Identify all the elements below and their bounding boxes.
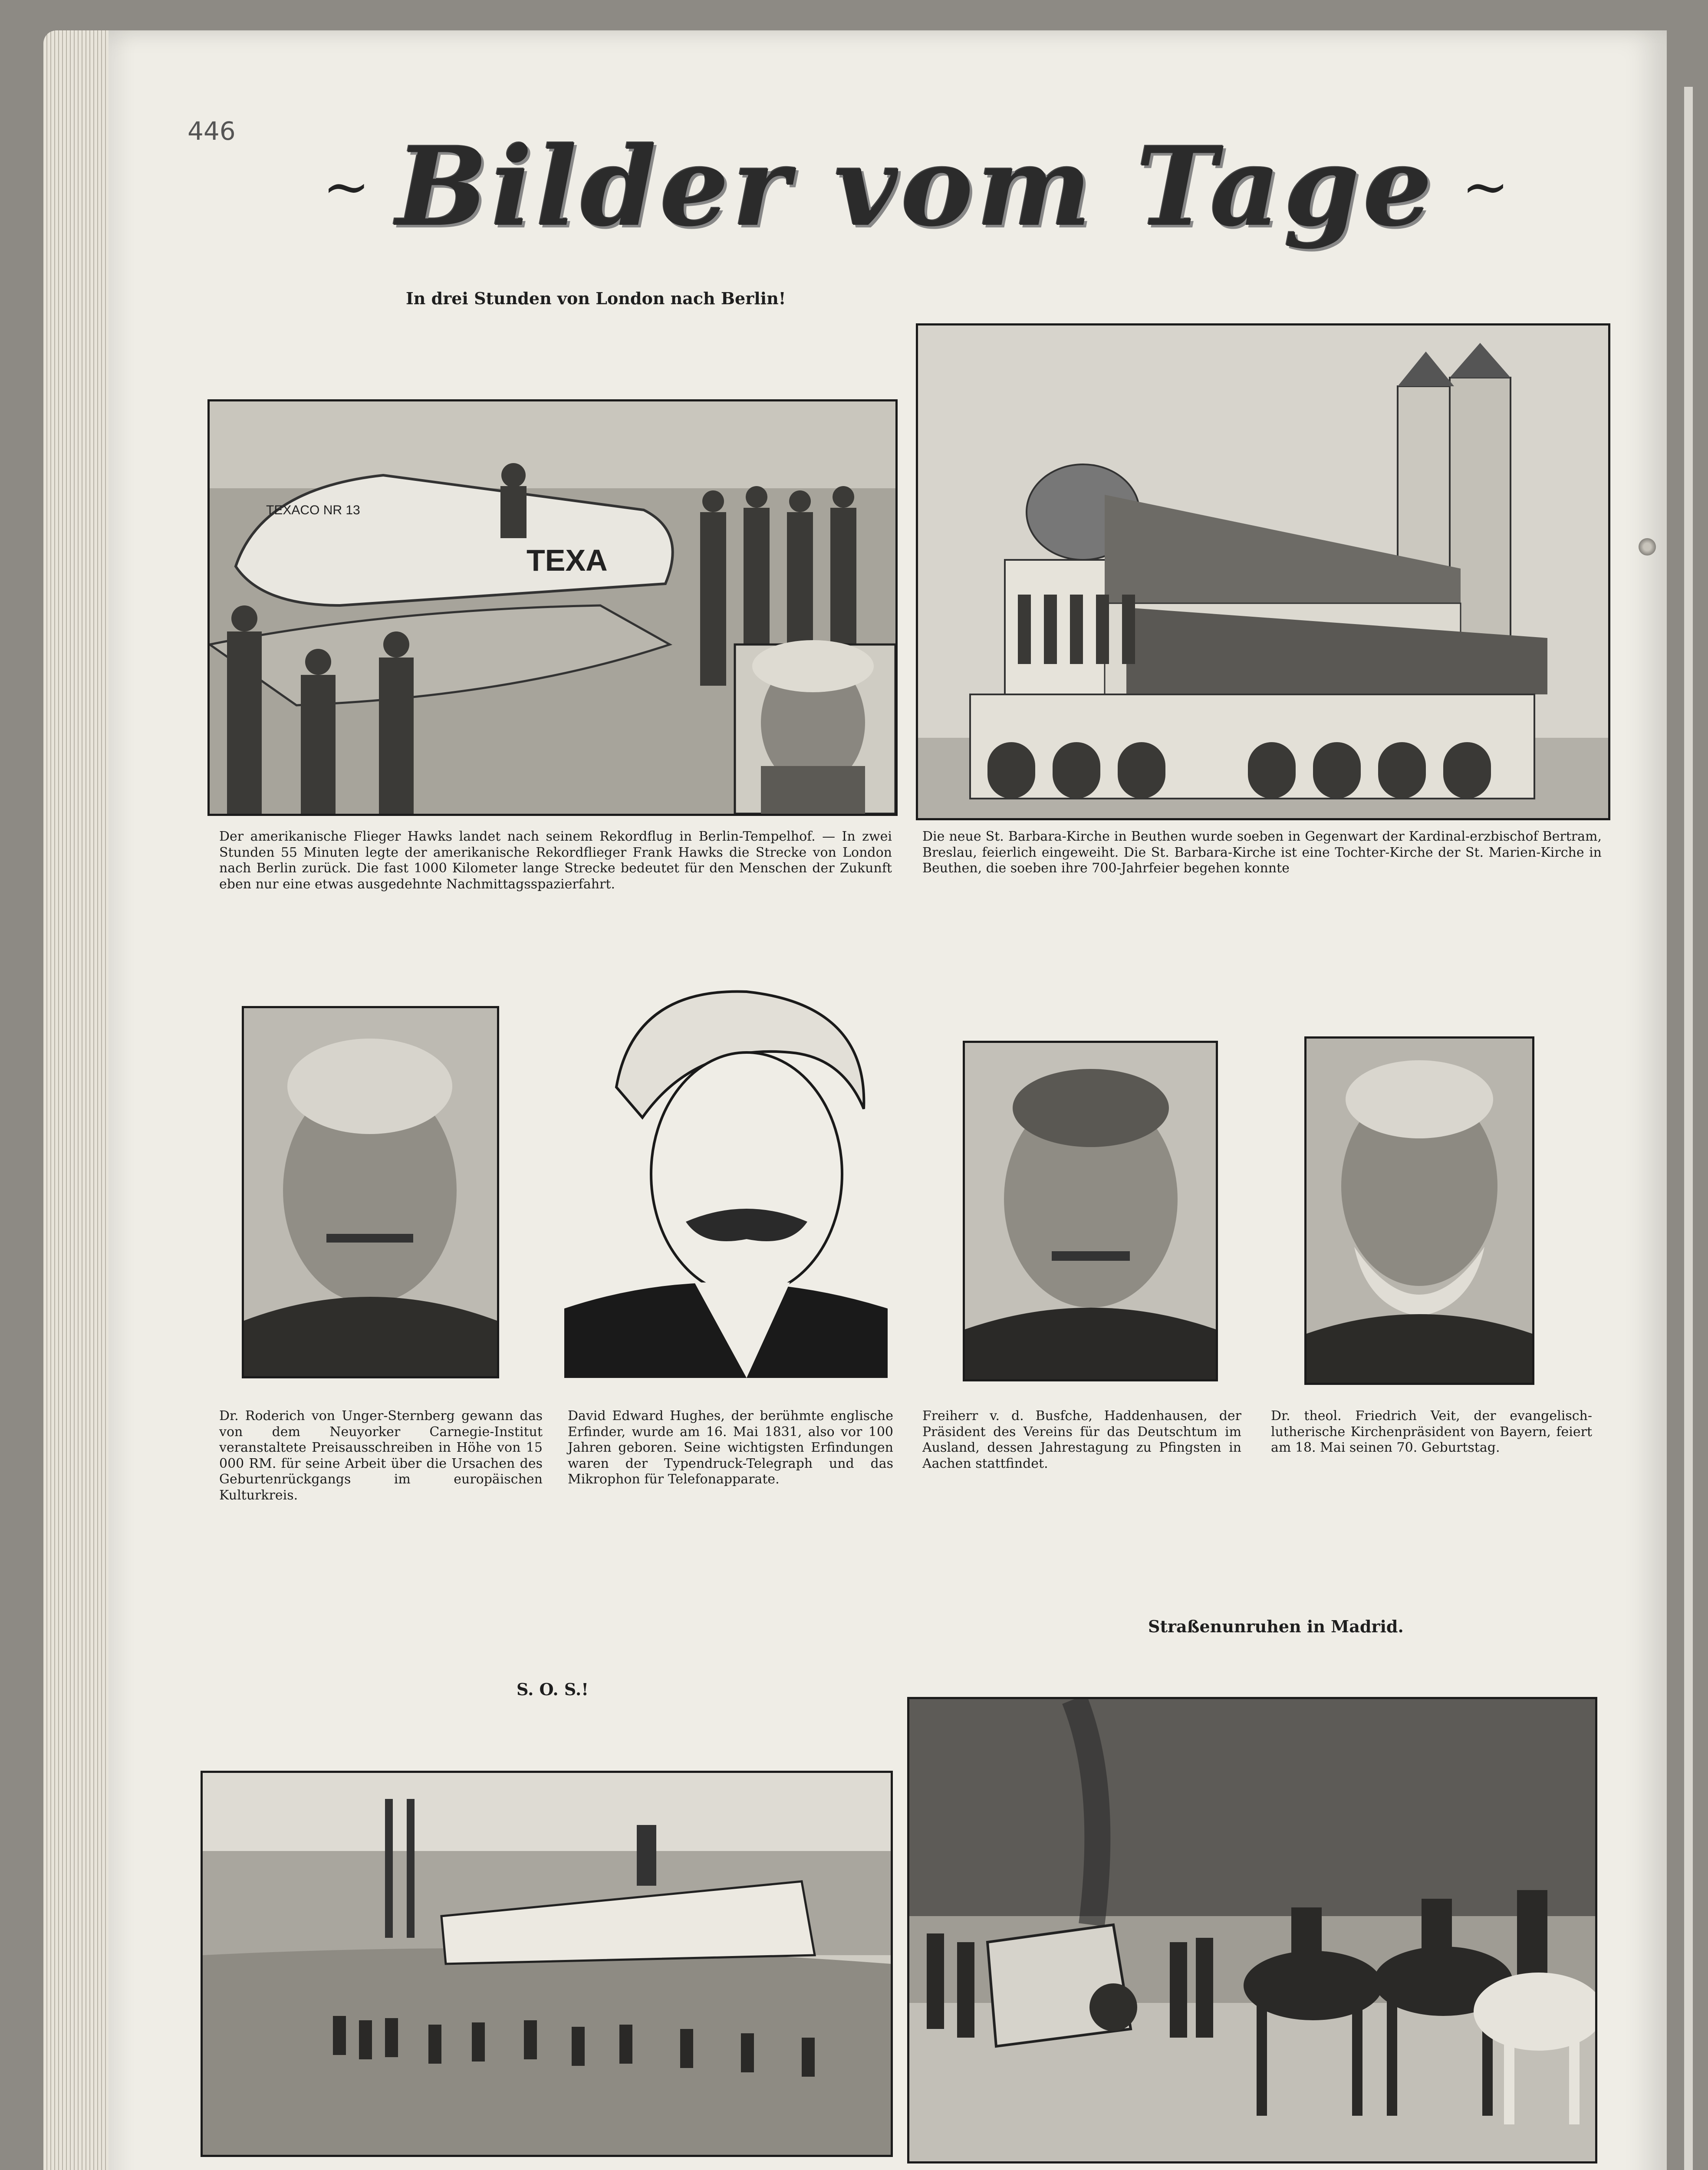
swash-right-icon: ~ [1461, 154, 1509, 220]
portrait-caption-3: Freiherr v. d. Busfche, Haddenhausen, der Präsident des Vereins für das Deutschtum im Ausland, dessen Jahrestagung zu Pfingsten in Aachen stattfindet. [922, 1408, 1241, 1471]
swash-left-icon: ~ [323, 154, 370, 220]
portrait-bussche [963, 1041, 1218, 1381]
page-title: Bilder vom Tage [396, 123, 1436, 250]
church-photo [916, 323, 1610, 820]
fuselage-lettering: TEXA [527, 543, 608, 577]
portrait-caption-4: Dr. theol. Friedrich Veit, der evangelisch-lutherische Kirchenpräsident von Bayern, feiert am 18. Mai seinen 70. Geburtstag. [1271, 1408, 1592, 1456]
portrait-unger-sternberg [242, 1006, 499, 1378]
binding-ring-icon [1639, 538, 1656, 556]
flight-photo [207, 399, 898, 816]
flight-caption: Der amerikanische Flieger Hawks landet nach seinem Rekordflug in Berlin-Tempelhof. — In zwei Stunden 55 Minuten legte der amerikanische Rekordflieger Frank Hawks die Strecke von London nach Berlin zurück. Die fast 1000 Kilometer lange Strecke bedeutet für den Menschen der Zukunft eben nur eine etwas ausgedehnte Nachmittagsspazierfahrt. [219, 829, 892, 892]
madrid-photo [907, 1697, 1597, 2163]
plane-lettering: TEXACO NR 13 [266, 503, 360, 517]
ship-photo [201, 1771, 893, 2157]
page-number: 446 [188, 116, 236, 146]
portrait-hughes [564, 979, 888, 1378]
ship-heading: S. O. S.! [517, 1680, 589, 1699]
masthead [299, 123, 1532, 250]
church-caption: Die neue St. Barbara-Kirche in Beuthen wurde soeben in Gegenwart der Kardinal-erzbischof Bertram, Breslau, feierlich eingeweiht. Die St. Barbara-Kirche ist eine Tochter-Kirche der St. Marien-Kirche in Beuthen, die soeben ihre 700-Jahrfeier begehen konnte [922, 829, 1602, 876]
flight-heading: In drei Stunden von London nach Berlin! [406, 289, 786, 308]
binding-strip [1684, 87, 1693, 2170]
portrait-veit [1304, 1036, 1534, 1385]
madrid-heading: Straßenunruhen in Madrid. [1148, 1617, 1404, 1636]
portrait-caption-1: Dr. Roderich von Unger-Sternberg gewann das von dem Neuyorker Carnegie-Institut veranstaltete Preisausschreiben in Höhe von 15 000 RM. für seine Arbeit über die Ursachen des Geburtenrückgangs im europäischen Kulturkreis. [219, 1408, 543, 1503]
portrait-caption-2: David Edward Hughes, der berühmte englische Erfinder, wurde am 16. Mai 1831, also vor 100 Jahren geboren. Seine wichtigsten Erfindungen waren der Typendruck-Telegraph und das Mikrophon für Telefonapparate. [568, 1408, 893, 1487]
